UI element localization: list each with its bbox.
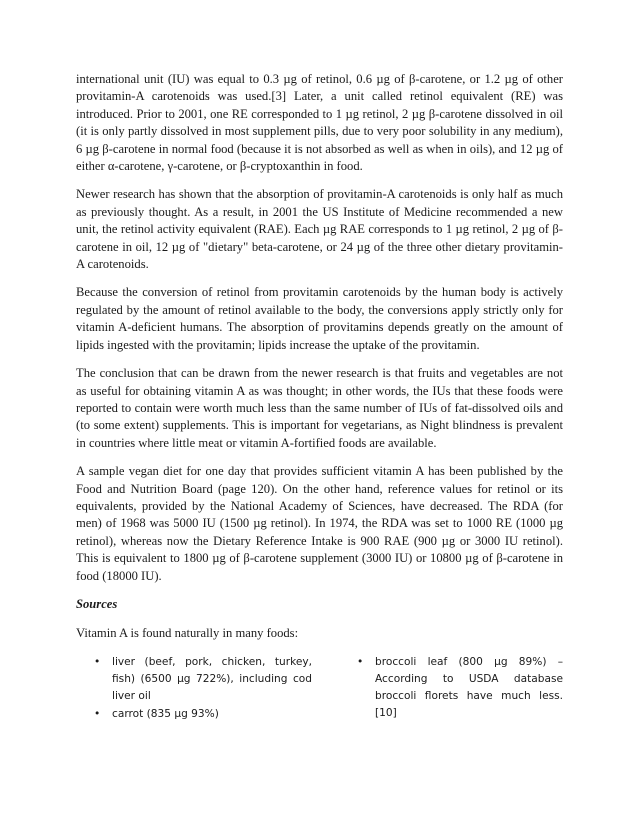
food-list-left xyxy=(94,654,312,725)
sources-intro: Vitamin A is found naturally in many foods: xyxy=(76,626,299,641)
sources-heading: Sources xyxy=(76,596,118,611)
paragraph-retinol-equivalent: international unit (IU) was equal to 0.3 µg of retinol, 0.6 µg of β-carotene, or 1.2 µg of other provitamin-A carotenoids was used.[3] Later, a unit called retinol equivalent (RE) was introduced. Prior to 2001, one RE corresponded to 1 µg retinol, 2 µg β-carotene dissolved in oil (it is only partly dissolved in most supplement pills, due to very poor solubility in any medium), 6 µg β-carotene in normal food (because it is not absorbed as well as when in oils), and 12 µg of either α-carotene, γ-carotene, or β-cryptoxanthin in food. xyxy=(76,72,563,174)
food-list-right xyxy=(357,654,563,725)
list-item-liver: • liver (beef, pork, chicken, turkey, fish) (6500 µg 722%), including cod liver oil xyxy=(94,654,312,706)
paragraph-conversion-regulation: Because the conversion of retinol from provitamin carotenoids by the human body is actively regulated by the amount of retinol available to the body, the conversions apply strictly only for vitamin A-deficient humans. The absorption of provitamins depends greatly on the amount of lipids ingested with the provitamin; lipids increase the uptake of the provitamin. xyxy=(76,285,563,352)
food-source-lists xyxy=(76,654,563,725)
list-item-carrot: • carrot (835 µg 93%) xyxy=(94,706,312,723)
paragraph-conclusion: The conclusion that can be drawn from the newer research is that fruits and vegetables are not as useful for obtaining vitamin A as was thought; in other words, the IUs that these foods were reported to contain were worth much less than the same number of IUs of fat-dissolved oils and (to some extent) supplements. This is important for vegetarians, as Night blindness is prevalent in countries where little meat or vitamin A-fortified foods are available. xyxy=(76,366,563,450)
paragraph-retinol-activity-equivalent: Newer research has shown that the absorption of provitamin-A carotenoids is only half as much as previously thought. As a result, in 2001 the US Institute of Medicine recommended a new unit, the retinol activity equivalent (RAE). Each µg RAE corresponds to 1 µg retinol, 2 µg of β-carotene in oil, 12 µg of "dietary" beta-carotene, or 24 µg of the three other dietary provitamin-A carotenoids. xyxy=(76,187,563,272)
list-item-broccoli-leaf: • broccoli leaf (800 µg 89%) – According to USDA database broccoli florets have much less.[10] xyxy=(357,654,563,723)
paragraph-sample-vegan-diet: A sample vegan diet for one day that provides sufficient vitamin A has been published by the Food and Nutrition Board (page 120). On the other hand, reference values for retinol or its equivalents, provided by the National Academy of Sciences, have decreased. The RDA (for men) of 1968 was 5000 IU (1500 µg retinol). In 1974, the RDA was set to 1000 RE (1000 µg retinol), whereas now the Dietary Reference Intake is 900 RAE (900 µg or 3000 IU retinol). This is equivalent to 1800 µg of β-carotene supplement (3000 IU) or 10800 µg of β-carotene in food (18000 IU). xyxy=(76,464,563,583)
